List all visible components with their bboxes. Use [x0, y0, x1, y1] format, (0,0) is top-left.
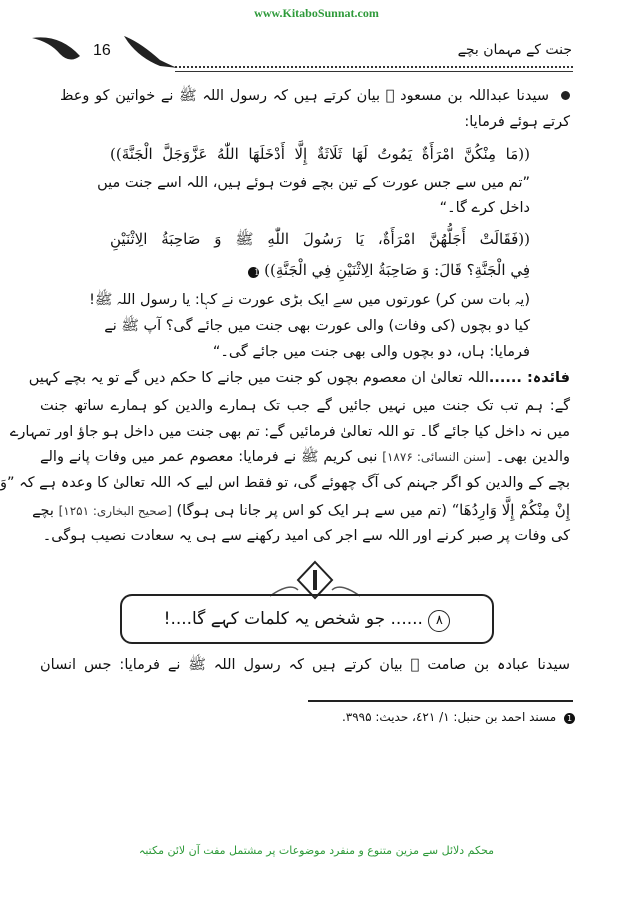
ornament-right-icon: [120, 32, 180, 70]
paragraph-line: [60, 86, 570, 106]
text: (تم میں سے ہر ایک کو اس پر جانا ہی ہوگا): [176, 503, 447, 519]
reference: [صحیح البخاری: ۱۲۵۱]: [58, 504, 172, 518]
text: والدین بھی۔: [495, 449, 571, 465]
ornament-left-icon: [30, 30, 90, 66]
footnote: [280, 710, 575, 724]
paragraph-line: کی وفات پر صبر کرنے اور اللہ سے اجر کی امید رکھنے سے ہی یہ سعادت نصیب ہوگی۔: [42, 528, 570, 544]
paragraph-line: بچے کے والدین کو اگر جہنم کی آگ چھوئے گی، تو فقط اس لیے کہ اللہ تعالیٰ کا وعدہ ہے کہ ”وَ: [0, 475, 570, 491]
paragraph-line: گے: ہم تب تک جنت میں نہیں جائیں گے جب تک ہمارے والدین کو ہمارے ساتھ جنت: [40, 398, 570, 414]
section-title: ...... جو شخص یہ کلمات کہے گا....!: [163, 609, 423, 629]
arabic-hadith-line: ((فَقَالَتْ أَجَلُّهُنَّ امْرَأَةٌ، يَا رَسُولَ اللّٰهِ ﷺ وَ صَاحِبَةُ الِاثْنَيْنِ: [110, 230, 530, 248]
text: بچے: [32, 503, 54, 519]
text: سیدنا عبداللہ بن مسعود ﷛ بیان کرتے ہیں کہ رسول اللہ ﷺ نے خواتین کو وعظ: [60, 88, 549, 104]
text: اللہ تعالیٰ ان معصوم بچوں کو جنت میں جانے کا حکم دیں گے تو یہ بچے کہیں: [28, 370, 489, 386]
fawaid-label: فائدہ: ......: [488, 370, 570, 386]
paragraph-line: [32, 500, 570, 521]
translation-line: فرمایا: ہاں، دو بچوں والی بھی جنت میں جائے گی۔“: [212, 344, 530, 360]
paragraph-line: کرتے ہوئے فرمایا:: [464, 114, 570, 130]
footnote-text: مسند احمد بن حنبل: ۱/ ٤٢١، حدیث: ۳۹۹۵.: [341, 710, 557, 724]
reference: [سنن النسائی: ۱۸۷۶]: [382, 450, 491, 464]
website-watermark: www.KitaboSunnat.com: [254, 6, 379, 20]
header-rule: [175, 66, 573, 72]
text: نبی کریم ﷺ نے فرمایا: معصوم عمر میں وفات پانے والے: [40, 449, 378, 465]
running-title: جنت کے مہمان بچے: [457, 42, 572, 58]
bullet-icon: [561, 91, 570, 100]
section-number: ۸: [428, 610, 450, 632]
translation-line: (یہ بات سن کر) عورتوں میں سے ایک بڑی عورت نے کہا: یا رسول اللہ ﷺ!: [89, 292, 530, 308]
footnote-marker[interactable]: 1: [248, 267, 259, 278]
translation-line: داخل کرے گا۔“: [439, 200, 530, 216]
section-heading: [120, 594, 494, 644]
paragraph-line: میں نہ داخل کیا جائے گا۔ تو اللہ تعالیٰ فرمائیں گے: تم بھی جنت میں داخل ہو جاؤ اور تمہارے: [9, 424, 570, 440]
paragraph-line: [40, 447, 570, 467]
quran-fragment: إِنْ مِنْكُمْ إِلَّا وَارِدُهَا“: [451, 501, 570, 519]
page-number: 16: [93, 42, 111, 59]
paragraph-line: سیدنا عبادہ بن صامت ﷛ بیان کرتے ہیں کہ رسول اللہ ﷺ نے فرمایا: جس انسان: [40, 657, 570, 673]
text: فِي الْجَنَّةِ؟ قَالَ: وَ صَاحِبَةُ الِاثْنَيْنِ فِي الْجَنَّةِ)): [264, 261, 530, 279]
footnote-rule: [308, 700, 573, 702]
footnote-marker: 1: [564, 713, 575, 724]
translation-line: کیا دو بچوں (کی وفات) والی عورت بھی جنت میں جائے گی؟ آپ ﷺ نے: [104, 318, 530, 334]
translation-line: ”تم میں سے جس عورت کے تین بچے فوت ہوئے ہیں، اللہ اسے جنت میں: [97, 175, 530, 191]
bottom-watermark: محکم دلائل سے مزین متنوع و منفرد موضوعات پر مشتمل مفت آن لائن مکتبہ: [138, 844, 495, 857]
paragraph-line: [28, 368, 570, 388]
arabic-hadith-line: ((مَا مِنْكُنَّ امْرَأَةٌ يَمُوتُ لَهَا ثَلَاثَةٌ إِلَّا أَدْخَلَهَا اللّٰهُ عَزَّوَجَلَّ الْجَنَّةَ)): [110, 145, 530, 163]
arabic-hadith-line: [110, 260, 530, 280]
